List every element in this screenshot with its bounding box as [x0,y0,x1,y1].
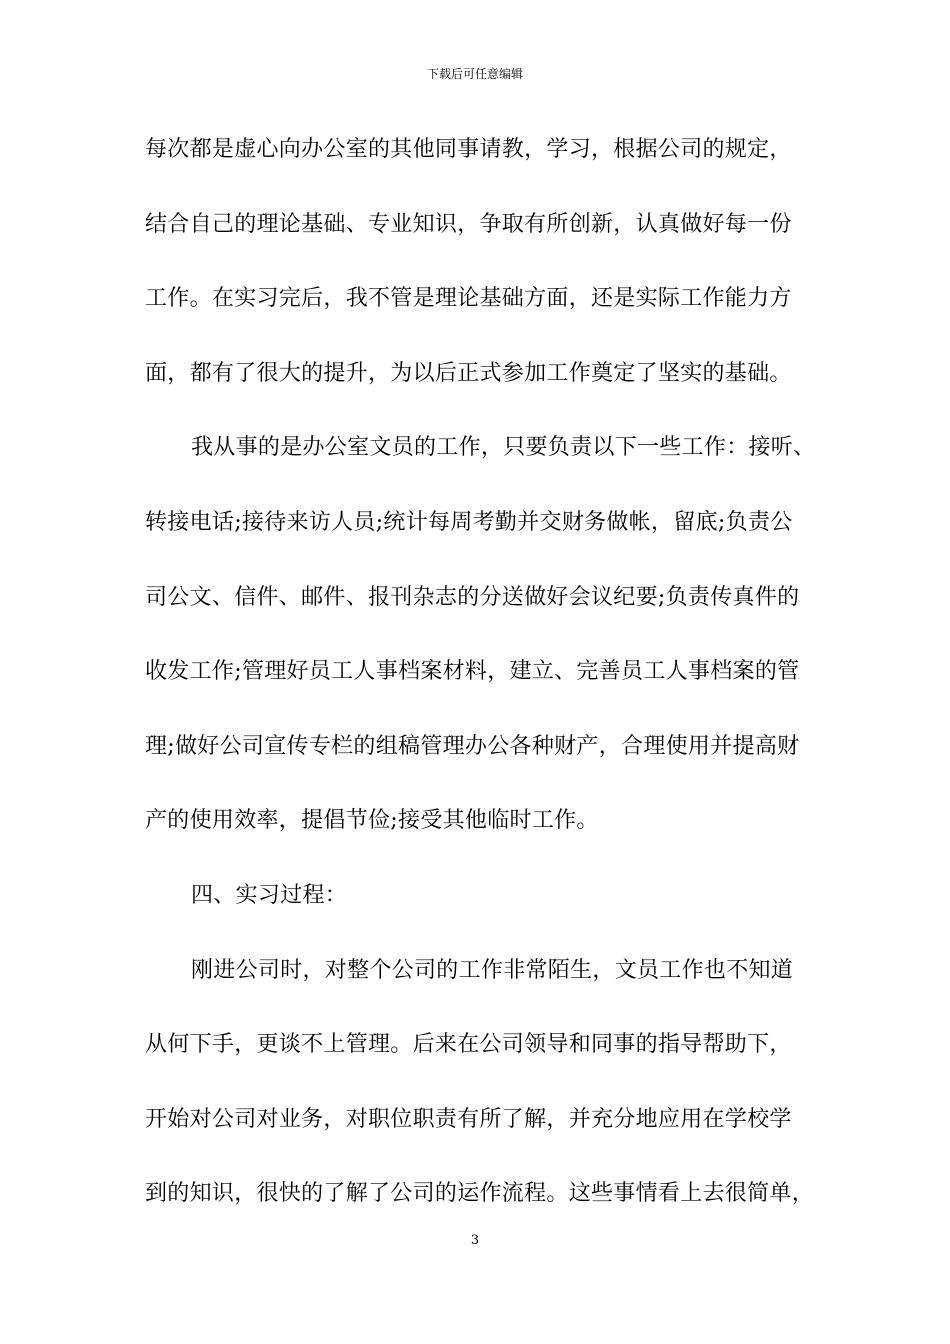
text-line: 司公文、信件、邮件、报刊杂志的分送做好会议纪要;负责传真件的 [145,584,800,610]
text-line: 工作。在实习完后，我不管是理论基础方面，还是实际工作能力方 [145,286,792,312]
text-line: 结合自己的理论基础、专业知识，争取有所创新，认真做好每一份 [145,211,792,237]
page-number: 3 [470,1233,480,1248]
section-heading: 四、实习过程： [191,882,348,908]
text-line: 收发工作;管理好员工人事档案材料，建立、完善员工人事档案的管 [145,659,800,685]
text-line: 到的知识，很快的了解了公司的运作流程。这些事情看上去很简单， [145,1181,815,1207]
text-line: 产的使用效率，提倡节俭;接受其他临时工作。 [145,808,599,834]
page-header: 下载后可任意编辑 [426,67,523,81]
paragraph-start-line: 我从事的是办公室文员的工作，只要负责以下一些工作：接听、 [191,435,816,461]
text-line: 转接电话;接待来访人员;统计每周考勤并交财务做帐，留底;负责公 [145,509,793,535]
text-line: 每次都是虚心向办公室的其他同事请教，学习，根据公司的规定， [145,137,792,162]
text-line: 面，都有了很大的提升，为以后正式参加工作奠定了坚实的基础。 [145,360,792,386]
text-line: 理;做好公司宣传专栏的组稿管理办公各种财产，合理使用并提高财 [145,733,800,759]
text-line: 开始对公司对业务，对职位职责有所了解，并充分地应用在学校学 [145,1106,792,1132]
document-body [145,130,825,1249]
paragraph-start-line: 刚进公司时，对整个公司的工作非常陌生，文员工作也不知道 [191,957,794,983]
text-line: 从何下手，更谈不上管理。后来在公司领导和同事的指导帮助下， [145,1032,792,1058]
